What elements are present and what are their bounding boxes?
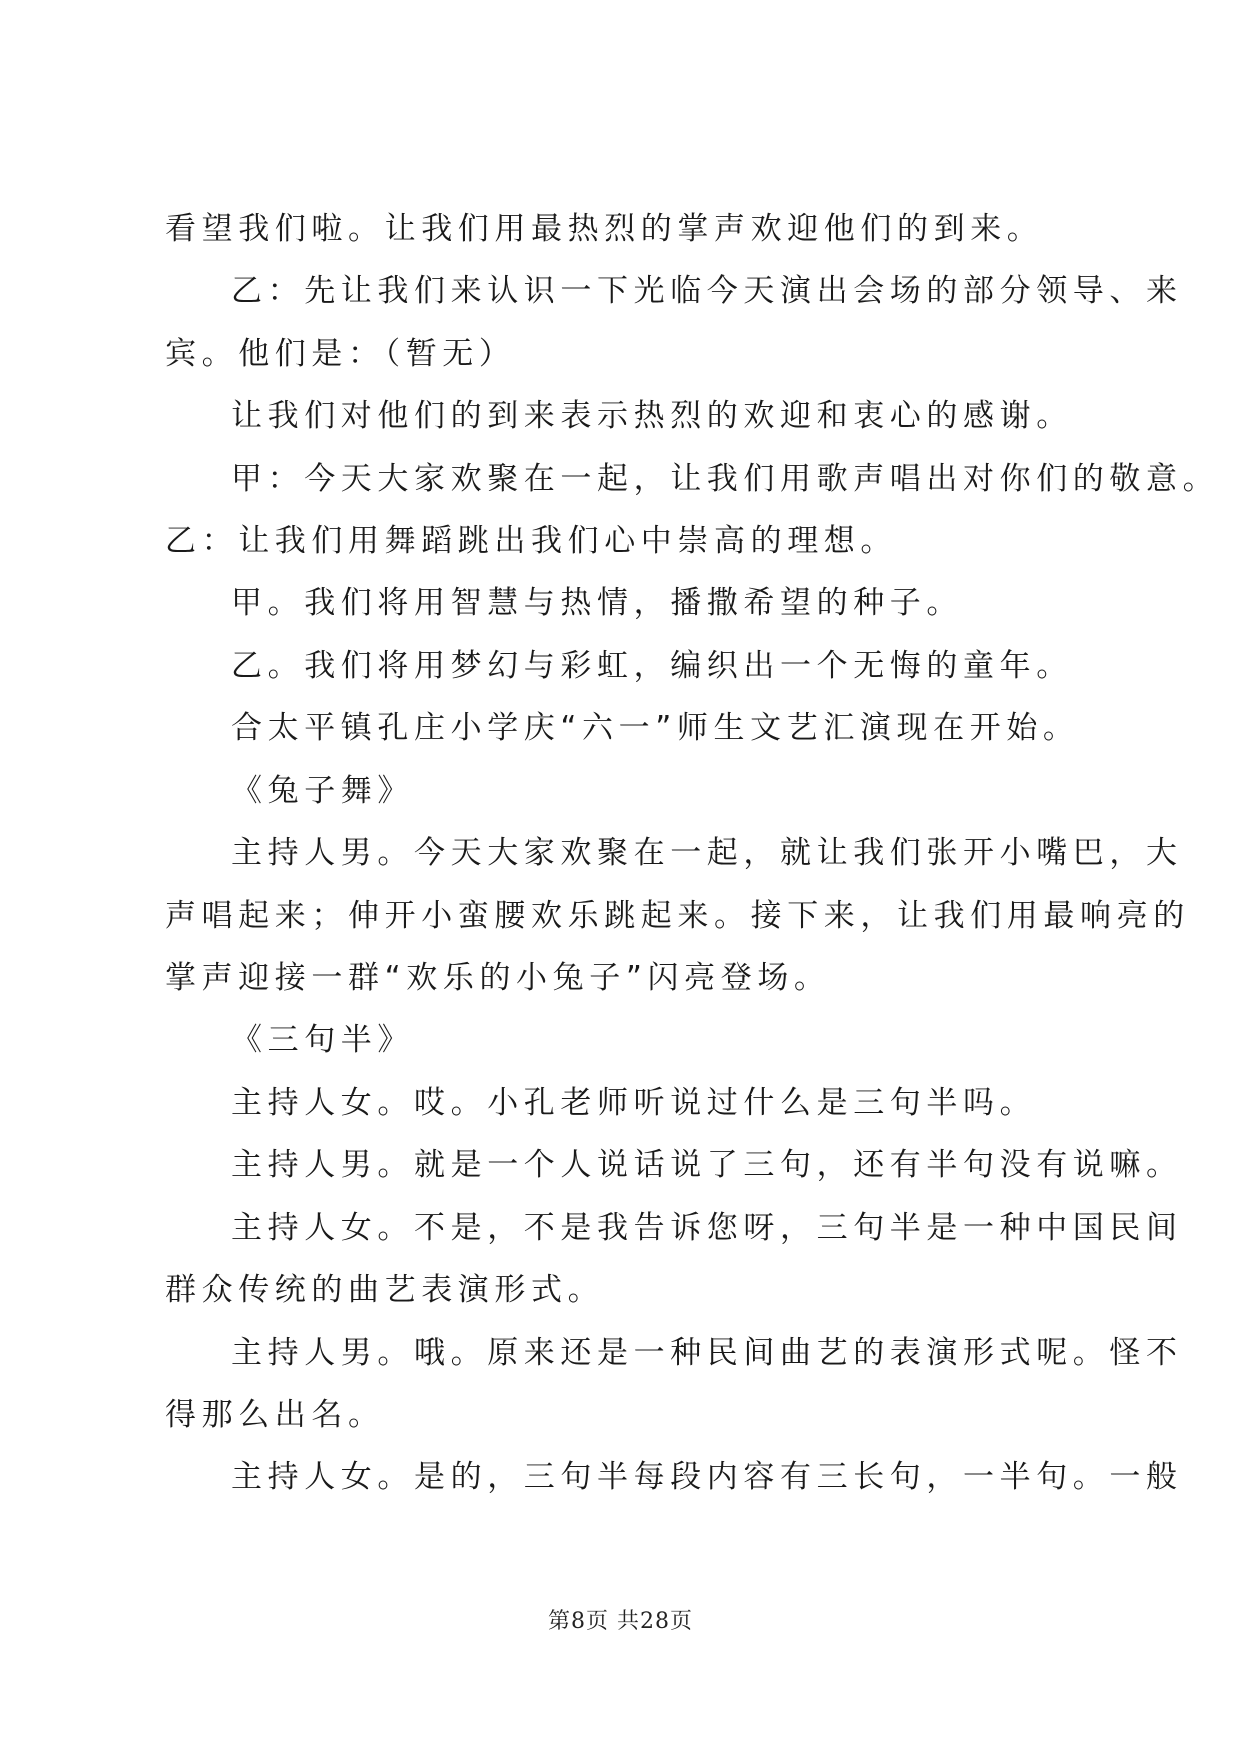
text-line: 乙：先让我们来认识一下光临今天演出会场的部分领导、来 bbox=[231, 273, 1183, 309]
text-line: 主持人女。哎。小孔老师听说过什么是三句半吗。 bbox=[231, 1085, 1037, 1121]
text-line: 掌声迎接一群“欢乐的小兔子”闪亮登场。 bbox=[165, 960, 831, 996]
section-title: 《兔子舞》 bbox=[231, 773, 414, 809]
text-line: 看望我们啦。让我们用最热烈的掌声欢迎他们的到来。 bbox=[165, 211, 1044, 247]
text-line: 主持人女。不是，不是我告诉您呀，三句半是一种中国民间 bbox=[231, 1210, 1183, 1246]
page-footer: 第8页 共28页 bbox=[548, 1609, 693, 1634]
text-line: 甲。我们将用智慧与热情，播撒希望的种子。 bbox=[231, 585, 963, 621]
text-line: 主持人男。今天大家欢聚在一起，就让我们张开小嘴巴，大 bbox=[231, 835, 1183, 871]
section-title: 《三句半》 bbox=[231, 1022, 414, 1058]
text-line: 合太平镇孔庄小学庆“六一”师生文艺汇演现在开始。 bbox=[231, 710, 1080, 746]
text-line: 主持人男。就是一个人说话说了三句，还有半句没有说嘛。 bbox=[231, 1147, 1183, 1183]
text-line: 宾。他们是：（暂无） bbox=[165, 336, 516, 372]
text-line: 甲：今天大家欢聚在一起，让我们用歌声唱出对你们的敬意。 bbox=[231, 461, 1220, 497]
text-line: 乙：让我们用舞蹈跳出我们心中崇高的理想。 bbox=[165, 523, 897, 559]
text-line: 主持人女。是的，三句半每段内容有三长句，一半句。一般 bbox=[231, 1459, 1183, 1495]
text-line: 群众传统的曲艺表演形式。 bbox=[165, 1272, 605, 1308]
text-line: 主持人男。哦。原来还是一种民间曲艺的表演形式呢。怪不 bbox=[231, 1335, 1183, 1371]
text-line: 让我们对他们的到来表示热烈的欢迎和衷心的感谢。 bbox=[231, 398, 1073, 434]
text-line: 声唱起来；伸开小蛮腰欢乐跳起来。接下来，让我们用最响亮的 bbox=[165, 898, 1190, 934]
text-line: 乙。我们将用梦幻与彩虹，编织出一个无悔的童年。 bbox=[231, 648, 1073, 684]
text-line: 得那么出名。 bbox=[165, 1397, 385, 1433]
